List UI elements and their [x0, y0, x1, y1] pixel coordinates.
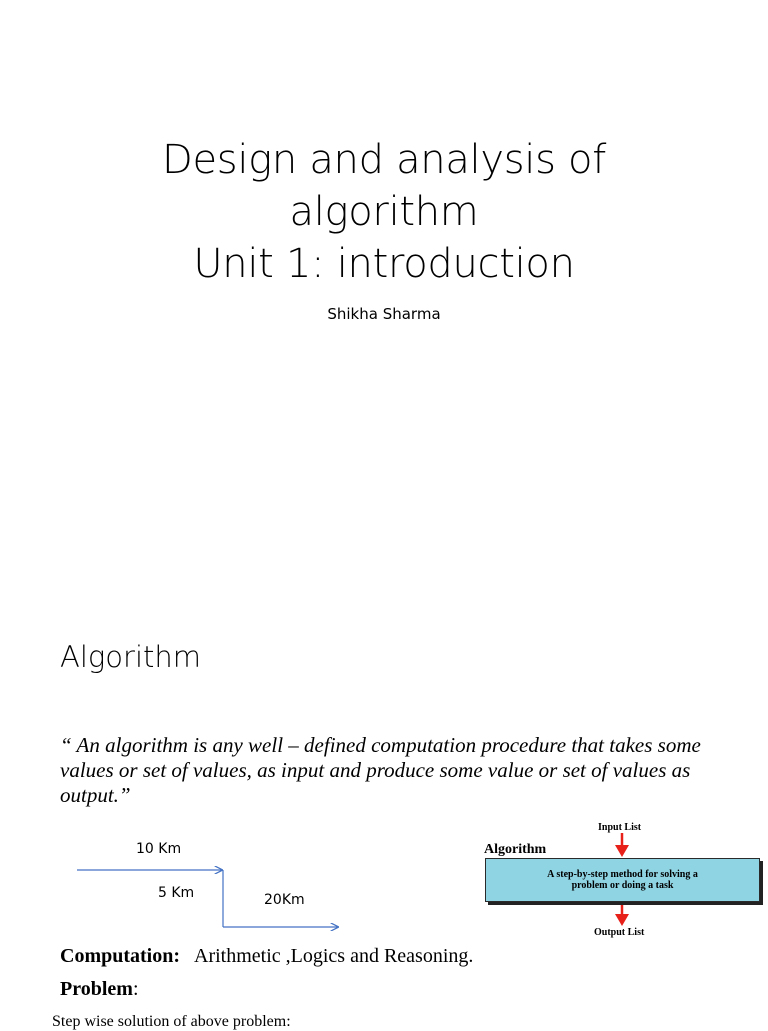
computation-label: Computation:: [60, 945, 181, 967]
problem-line: [60, 978, 139, 1001]
label-20km: 20Km: [264, 892, 305, 908]
problem-colon: :: [132, 978, 139, 1000]
output-arrowhead: [615, 914, 629, 926]
stepwise-text: Step wise solution of above problem:: [52, 1013, 291, 1030]
author-name: Shikha Sharma: [327, 305, 441, 323]
computation-line: [60, 945, 473, 968]
input-arrowhead: [615, 845, 629, 857]
algorithm-diagram-label: Algorithm: [484, 842, 547, 857]
algorithm-box-text: A step-by-step method for solving a problem or doing a task: [547, 869, 698, 891]
computation-text: Arithmetic ,Logics and Reasoning.: [194, 945, 474, 967]
title-line-2: algorithm: [289, 189, 479, 235]
problem-label: Problem: [60, 978, 133, 1000]
definition-quote: “ An algorithm is any well – defined computation procedure that takes some values or set of values, as input and produce some value or set of values as output.”: [60, 733, 701, 807]
title-line-3: Unit 1: introduction: [193, 241, 575, 287]
output-list-label: Output List: [594, 927, 645, 938]
algorithm-box: [485, 858, 760, 902]
label-10km: 10 Km: [136, 841, 182, 857]
input-list-label: Input List: [598, 822, 642, 833]
title-line-1: Design and analysis of: [161, 137, 607, 183]
label-5km: 5 Km: [158, 885, 195, 901]
section-heading: Algorithm: [60, 640, 202, 674]
